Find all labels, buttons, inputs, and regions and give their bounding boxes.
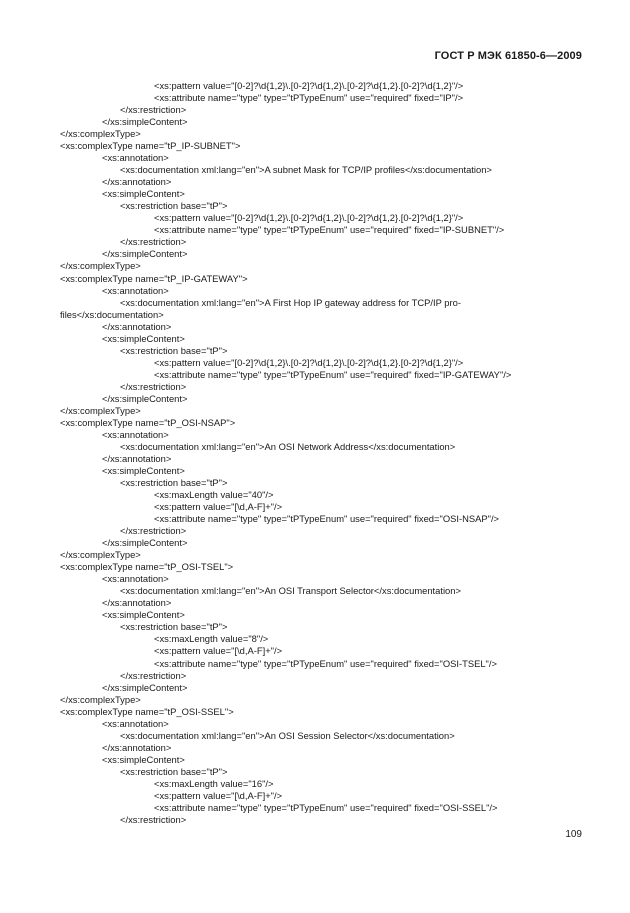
code-line: </xs:restriction>	[120, 104, 187, 116]
code-line: <xs:attribute name="type" type="tPTypeEnum" use="required" fixed="OSI-TSEL"/>	[154, 657, 497, 669]
page-number: 109	[565, 829, 582, 840]
code-line: </xs:annotation>	[102, 176, 172, 188]
code-line: <xs:documentation xml:lang="en">A First Hop IP gateway address for TCP/IP pro-	[120, 296, 461, 308]
code-line: <xs:complexType name="tP_OSI-SSEL">	[60, 705, 234, 717]
code-line: </xs:simpleContent>	[102, 116, 188, 128]
code-line: <xs:restriction base="tP">	[120, 621, 228, 633]
code-line: </xs:complexType>	[60, 260, 141, 272]
code-line: <xs:attribute name="type" type="tPTypeEnum" use="required" fixed="OSI-NSAP"/>	[154, 513, 500, 525]
code-line: <xs:complexType name="tP_IP-SUBNET">	[60, 140, 241, 152]
code-line: <xs:attribute name="type" type="tPTypeEnum" use="required" fixed="OSI-SSEL"/>	[154, 801, 498, 813]
code-line: <xs:attribute name="type" type="tPTypeEnum" use="required" fixed="IP-GATEWAY"/>	[154, 368, 512, 380]
code-line: </xs:annotation>	[102, 320, 172, 332]
code-line: <xs:pattern value="[0-2]?\d{1,2}\.[0-2]?\d{1,2}\.[0-2]?\d{1,2}.[0-2]?\d{1,2}"/>	[154, 80, 464, 91]
code-line: <xs:documentation xml:lang="en">A subnet Mask for TCP/IP profiles</xs:documentation>	[120, 164, 492, 176]
code-line: </xs:annotation>	[102, 741, 172, 753]
code-line: <xs:complexType name="tP_IP-GATEWAY">	[60, 272, 248, 284]
code-line: <xs:attribute name="type" type="tPTypeEnum" use="required" fixed="IP-SUBNET"/>	[154, 224, 505, 236]
code-line: </xs:restriction>	[120, 525, 187, 537]
code-line: <xs:annotation>	[102, 284, 169, 296]
code-line: <xs:annotation>	[102, 428, 169, 440]
code-line: <xs:annotation>	[102, 717, 169, 729]
code-line: </xs:restriction>	[120, 380, 187, 392]
code-line: </xs:restriction>	[120, 236, 187, 248]
code-line: <xs:documentation xml:lang="en">An OSI Session Selector</xs:documentation>	[120, 729, 455, 741]
code-line: </xs:annotation>	[102, 597, 172, 609]
code-line: <xs:pattern value="[0-2]?\d{1,2}\.[0-2]?\d{1,2}\.[0-2]?\d{1,2}.[0-2]?\d{1,2}"/>	[154, 212, 464, 224]
xml-schema-listing	[60, 80, 600, 826]
code-line: <xs:simpleContent>	[102, 753, 185, 765]
code-line: <xs:documentation xml:lang="en">An OSI Network Address</xs:documentation>	[120, 440, 456, 452]
code-line: <xs:simpleContent>	[102, 465, 185, 476]
code-line: </xs:simpleContent>	[102, 392, 188, 404]
code-line: <xs:attribute name="type" type="tPTypeEnum" use="required" fixed="IP"/>	[154, 92, 464, 104]
code-line: </xs:simpleContent>	[102, 537, 188, 549]
code-line: <xs:restriction base="tP">	[120, 200, 228, 212]
code-line: <xs:restriction base="tP">	[120, 344, 228, 356]
code-line: <xs:simpleContent>	[102, 188, 185, 200]
code-line: <xs:simpleContent>	[102, 609, 185, 621]
code-line: <xs:maxLength value="40"/>	[154, 489, 274, 501]
code-line: </xs:restriction>	[120, 813, 187, 825]
code-line: </xs:complexType>	[60, 404, 141, 416]
code-line: <xs:complexType name="tP_OSI-NSAP">	[60, 416, 236, 428]
code-line: files</xs:documentation>	[60, 308, 164, 320]
code-line: <xs:maxLength value="16"/>	[154, 777, 274, 789]
code-line: <xs:documentation xml:lang="en">An OSI Transport Selector</xs:documentation>	[120, 585, 461, 597]
code-line: <xs:annotation>	[102, 152, 169, 164]
code-line: <xs:simpleContent>	[102, 332, 185, 344]
code-line: <xs:pattern value="[\d,A-F]+"/>	[154, 501, 283, 513]
code-line: </xs:annotation>	[102, 452, 172, 464]
code-line: <xs:restriction base="tP">	[120, 477, 228, 489]
standard-header: ГОСТ Р МЭК 61850-6—2009	[434, 50, 582, 62]
code-line: </xs:complexType>	[60, 549, 141, 561]
code-line: <xs:annotation>	[102, 573, 169, 585]
code-line: <xs:complexType name="tP_OSI-TSEL">	[60, 561, 234, 573]
code-line: <xs:pattern value="[\d,A-F]+"/>	[154, 645, 283, 657]
code-line: </xs:simpleContent>	[102, 681, 188, 693]
code-line: <xs:maxLength value="8"/>	[154, 633, 269, 645]
code-line: <xs:pattern value="[\d,A-F]+"/>	[154, 789, 283, 801]
code-line: <xs:pattern value="[0-2]?\d{1,2}\.[0-2]?\d{1,2}\.[0-2]?\d{1,2}.[0-2]?\d{1,2}"/>	[154, 356, 464, 368]
code-line: </xs:complexType>	[60, 693, 141, 705]
code-line: <xs:restriction base="tP">	[120, 765, 228, 777]
code-line: </xs:restriction>	[120, 669, 187, 681]
code-line: </xs:simpleContent>	[102, 248, 188, 260]
code-line: </xs:complexType>	[60, 128, 141, 140]
